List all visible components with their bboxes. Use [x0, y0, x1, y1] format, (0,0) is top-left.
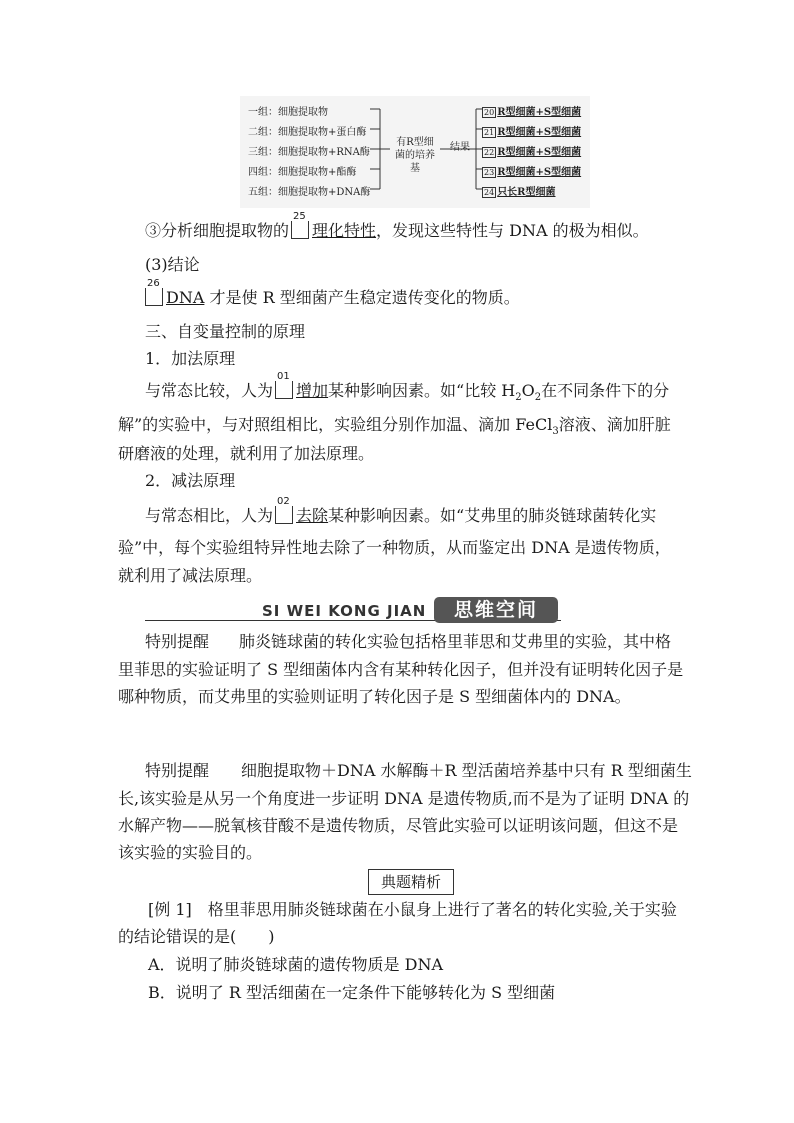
addition-line-3: 研磨液的处理，就利用了加法原理。 — [118, 444, 375, 463]
tip2-line-4: 该实验的实验目的。 — [118, 843, 263, 862]
fill-blank-box: 25 — [291, 221, 309, 239]
diagram-medium-label: 有R型细菌的培养基 — [395, 137, 435, 174]
diagram-group-4: 四组：细胞提取物+酯酶 — [248, 167, 357, 178]
addition-line-2: 解”的实验中，与对照组相比，实验组分别作加温、滴加 FeCl$_3$溶液、滴加肝脏 — [118, 415, 671, 438]
diagram-result-4: 23 R型细菌+S型细菌 — [484, 167, 582, 178]
subheading-subtraction: 2．减法原理 — [145, 471, 236, 490]
diagram-result-1: 20 R型细菌+S型细菌 — [484, 107, 582, 118]
example-option-b: B．说明了 R 型活细菌在一定条件下能够转化为 S 型细菌 — [148, 983, 556, 1002]
addition-line-1: 与常态比较，人为 01 增加某种影响因素。如“比较 $H_2O_2$在不同条件下的分 — [145, 371, 670, 404]
tip2-line-2: 长,该实验是从另一个角度进一步证明 DNA 是遗传物质,而不是为了证明 DNA 的 — [118, 789, 690, 808]
tip1-line-2: 里菲思的实验证明了 S 型细菌体内含有某种转化因子，但并没有证明转化因子是 — [118, 660, 684, 679]
paragraph-analysis: ③分析细胞提取物的 25 理化特性，发现这些特性与 DNA 的极为相似。 — [145, 211, 649, 240]
subtraction-line-3: 就利用了减法原理。 — [118, 566, 263, 585]
conclusion-heading: (3)结论 — [145, 255, 200, 274]
fill-blank-box: 26 — [145, 288, 163, 306]
diagram-result-5: 24 只长R型细菌 — [484, 187, 556, 198]
diagram-group-2: 二组：细胞提取物+蛋白酶 — [248, 127, 367, 138]
diagram-result-2: 21 R型细菌+S型细菌 — [484, 127, 582, 138]
example-question-line-1: [例 1] 格里菲思用肺炎链球菌在小鼠身上进行了著名的转化实验,关于实验 — [148, 900, 677, 919]
paragraph-conclusion: 26 DNA 才是使 R 型细菌产生稳定遗传变化的物质。 — [147, 278, 520, 307]
example-question-line-2: 的结论错误的是( ) — [118, 927, 275, 946]
tip2-line-1: 特别提醒 细胞提取物＋DNA 水解酶＋R 型活菌培养基中只有 R 型细菌生 — [145, 761, 692, 780]
subtraction-line-1: 与常态相比，人为 02 去除某种影响因素。如“艾弗里的肺炎链球菌转化实 — [145, 496, 657, 525]
banner-title: 思维空间 — [434, 597, 558, 623]
diagram-group-5: 五组：细胞提取物+DNA酶 — [248, 187, 371, 198]
subheading-addition: 1．加法原理 — [145, 349, 236, 368]
fill-blank-box: 01 — [275, 381, 293, 399]
diagram-group-3: 三组：细胞提取物+RNA酶 — [248, 147, 370, 158]
diagram-result-3: 22 R型细菌+S型细菌 — [484, 147, 582, 158]
tip2-label: 特别提醒 — [145, 761, 210, 780]
tip1-line-1: 特别提醒 肺炎链球菌的转化实验包括格里菲思和艾弗里的实验，其中格 — [145, 632, 672, 651]
tip2-line-3: 水解产物——脱氧核苷酸不是遗传物质，尽管此实验可以证明该问题，但这不是 — [118, 816, 679, 835]
banner-pinyin: SI WEI KONG JIAN — [258, 602, 430, 620]
diagram-group-1: 一组：细胞提取物 — [248, 107, 328, 118]
example-option-a: A．说明了肺炎链球菌的遗传物质是 DNA — [148, 955, 444, 974]
tip1-line-3: 哪种物质，而艾弗里的实验则证明了转化因子是 S 型细菌体内的 DNA。 — [118, 687, 631, 706]
fill-blank-box: 02 — [275, 506, 293, 524]
experiment-diagram — [240, 96, 590, 208]
example-section-title: 典题精析 — [368, 869, 454, 895]
tip1-label: 特别提醒 — [145, 632, 210, 651]
subtraction-line-2: 验”中，每个实验组特异性地去除了一种物质，从而鉴定出 DNA 是遗传物质， — [118, 538, 671, 557]
section-heading-3: 三、自变量控制的原理 — [145, 322, 306, 341]
diagram-result-label: 结果 — [450, 142, 470, 153]
